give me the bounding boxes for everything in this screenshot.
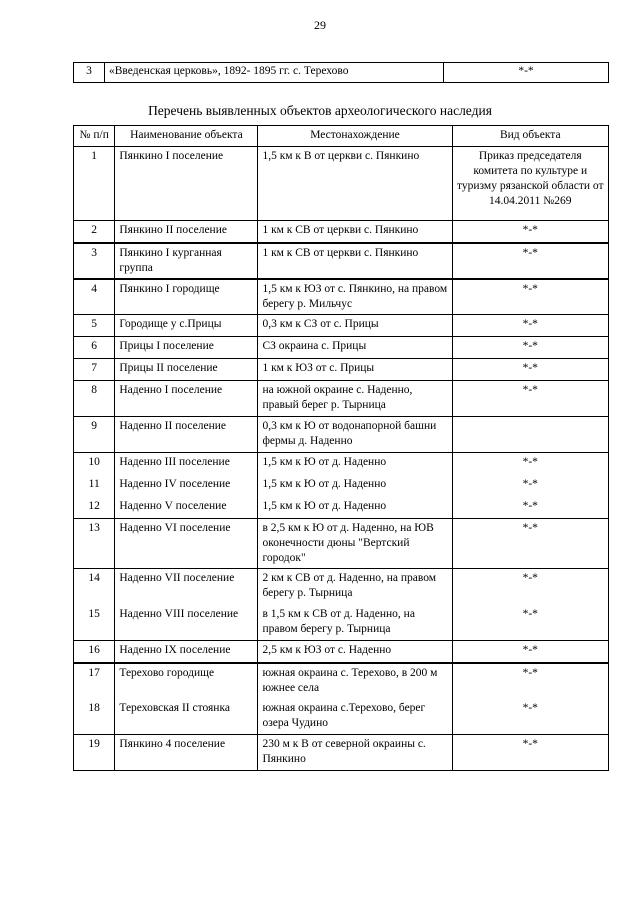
cell-num: 9 xyxy=(74,417,115,453)
cell-kind: *-* xyxy=(452,605,608,641)
cell-kind: *-* xyxy=(452,337,608,359)
cell-num: 14 xyxy=(74,569,115,605)
table-row xyxy=(74,605,609,641)
cell-location: 1 км к СВ от церкви с. Пянкино xyxy=(258,243,452,279)
cell-num: 6 xyxy=(74,337,115,359)
cell-num: 12 xyxy=(74,497,115,519)
previous-table-row xyxy=(73,62,609,83)
table-row xyxy=(74,569,609,605)
cell-num: 2 xyxy=(74,221,115,243)
cell-num: 8 xyxy=(74,381,115,417)
table-row xyxy=(74,663,609,699)
cell-name: Пянкино I городище xyxy=(115,279,258,315)
archaeology-table xyxy=(73,125,609,771)
cell-location: 1,5 км к Ю от д. Наденно xyxy=(258,497,452,519)
page-number: 29 xyxy=(314,18,326,32)
cell-location: 1,5 км к ЮЗ от с. Пянкино, на правом берегу р. Мильчус xyxy=(258,279,452,315)
document-title: Перечень выявленных объектов археологического наследия xyxy=(148,103,492,118)
cell-kind: *-* xyxy=(452,735,608,771)
cell-location: южная окраина с. Терехово, в 200 м южнее села xyxy=(258,663,452,699)
cell-name: Тереховская II стоянка xyxy=(115,699,258,735)
cell-location: 1 км к ЮЗ от с. Прицы xyxy=(258,359,452,381)
cell-kind: *-* xyxy=(452,315,608,337)
cell-num: 10 xyxy=(74,453,115,475)
cell-location: в 1,5 км к СВ от д. Наденно, на правом берегу р. Тырница xyxy=(258,605,452,641)
cell-location: 0,3 км к СЗ от с. Прицы xyxy=(258,315,452,337)
cell-num: 3 xyxy=(74,243,115,279)
table-row xyxy=(74,279,609,315)
cell-kind: *-* xyxy=(452,243,608,279)
cell-num: 16 xyxy=(74,641,115,663)
table-row xyxy=(74,221,609,243)
cell-name: Городище у с.Прицы xyxy=(115,315,258,337)
cell-num: 7 xyxy=(74,359,115,381)
cell-name: Терехово городище xyxy=(115,663,258,699)
table-row xyxy=(74,359,609,381)
cell-num: 1 xyxy=(74,147,115,221)
cell-num: 5 xyxy=(74,315,115,337)
cell-num: 19 xyxy=(74,735,115,771)
table-row xyxy=(74,315,609,337)
cell-location: 1 км к СВ от церкви с. Пянкино xyxy=(258,221,452,243)
cell-location: 2 км к СВ от д. Наденно, на правом берегу р. Тырница xyxy=(258,569,452,605)
cell-location: 1,5 км к Ю от д. Наденно xyxy=(258,453,452,475)
cell-name: Прицы II поселение xyxy=(115,359,258,381)
cell-kind: Приказ председателя комитета по культуре и туризму рязанской области от 14.04.2011 №269 xyxy=(452,147,608,221)
cell-num: 11 xyxy=(74,475,115,497)
table-row xyxy=(74,519,609,569)
cell-num: 15 xyxy=(74,605,115,641)
cell-num: 18 xyxy=(74,699,115,735)
cell-location: 0,3 км к Ю от водонапорной башни фермы д. Наденно xyxy=(258,417,452,453)
cell-name: Наденно IX поселение xyxy=(115,641,258,663)
cell-kind: *-* xyxy=(452,453,608,475)
cell-name: Пянкино I поселение xyxy=(115,147,258,221)
cell-kind: *-* xyxy=(452,519,608,569)
cell-kind: *-* xyxy=(452,663,608,699)
cell-name: Наденно II поселение xyxy=(115,417,258,453)
table-row xyxy=(74,381,609,417)
cell-num: 13 xyxy=(74,519,115,569)
cell-location: СЗ окраина с. Прицы xyxy=(258,337,452,359)
cell-num: 4 xyxy=(74,279,115,315)
header-location: Местонахождение xyxy=(258,126,452,147)
cell-location: 1,5 км к В от церкви с. Пянкино xyxy=(258,147,452,221)
cell-name: Наденно VI поселение xyxy=(115,519,258,569)
table-row xyxy=(74,243,609,279)
cell-location: 2,5 км к ЮЗ от с. Наденно xyxy=(258,641,452,663)
cell-kind: *-* xyxy=(452,381,608,417)
cell-kind: *-* xyxy=(452,279,608,315)
cell-name: Пянкино I курганная группа xyxy=(115,243,258,279)
table-row xyxy=(74,417,609,453)
cell-location: в 2,5 км к Ю от д. Наденно, на ЮВ оконечности дюны "Вертский городок" xyxy=(258,519,452,569)
cell-kind xyxy=(452,417,608,453)
top-row-kind: *-* xyxy=(444,63,609,83)
cell-location: на южной окраине с. Наденно, правый берег р. Тырница xyxy=(258,381,452,417)
cell-location: 230 м к В от северной окраины с. Пянкино xyxy=(258,735,452,771)
header-kind: Вид объекта xyxy=(452,126,608,147)
cell-name: Наденно III поселение xyxy=(115,453,258,475)
cell-num: 17 xyxy=(74,663,115,699)
cell-name: Пянкино II поселение xyxy=(115,221,258,243)
top-row-name: «Введенская церковь», 1892- 1895 гг. с. Терехово xyxy=(105,63,444,83)
cell-location: 1,5 км к Ю от д. Наденно xyxy=(258,475,452,497)
top-row-num: 3 xyxy=(74,63,105,83)
cell-name: Наденно IV поселение xyxy=(115,475,258,497)
table-row xyxy=(74,337,609,359)
cell-name: Наденно V поселение xyxy=(115,497,258,519)
header-name: Наименование объекта xyxy=(115,126,258,147)
cell-location: южная окраина с.Терехово, берег озера Чудино xyxy=(258,699,452,735)
cell-name: Наденно I поселение xyxy=(115,381,258,417)
cell-name: Наденно VIII поселение xyxy=(115,605,258,641)
cell-kind: *-* xyxy=(452,359,608,381)
cell-kind: *-* xyxy=(452,699,608,735)
table-row xyxy=(74,497,609,519)
table-row xyxy=(74,453,609,475)
cell-kind: *-* xyxy=(452,641,608,663)
cell-kind: *-* xyxy=(452,497,608,519)
cell-name: Прицы I поселение xyxy=(115,337,258,359)
cell-kind: *-* xyxy=(452,569,608,605)
table-header-row xyxy=(74,126,609,147)
cell-kind: *-* xyxy=(452,221,608,243)
table-row xyxy=(74,147,609,221)
cell-name: Наденно VII поселение xyxy=(115,569,258,605)
table-row xyxy=(74,735,609,771)
table-row xyxy=(74,699,609,735)
cell-name: Пянкино 4 поселение xyxy=(115,735,258,771)
header-num: № п/п xyxy=(74,126,115,147)
table-row xyxy=(74,475,609,497)
table-row xyxy=(74,641,609,663)
cell-kind: *-* xyxy=(452,475,608,497)
